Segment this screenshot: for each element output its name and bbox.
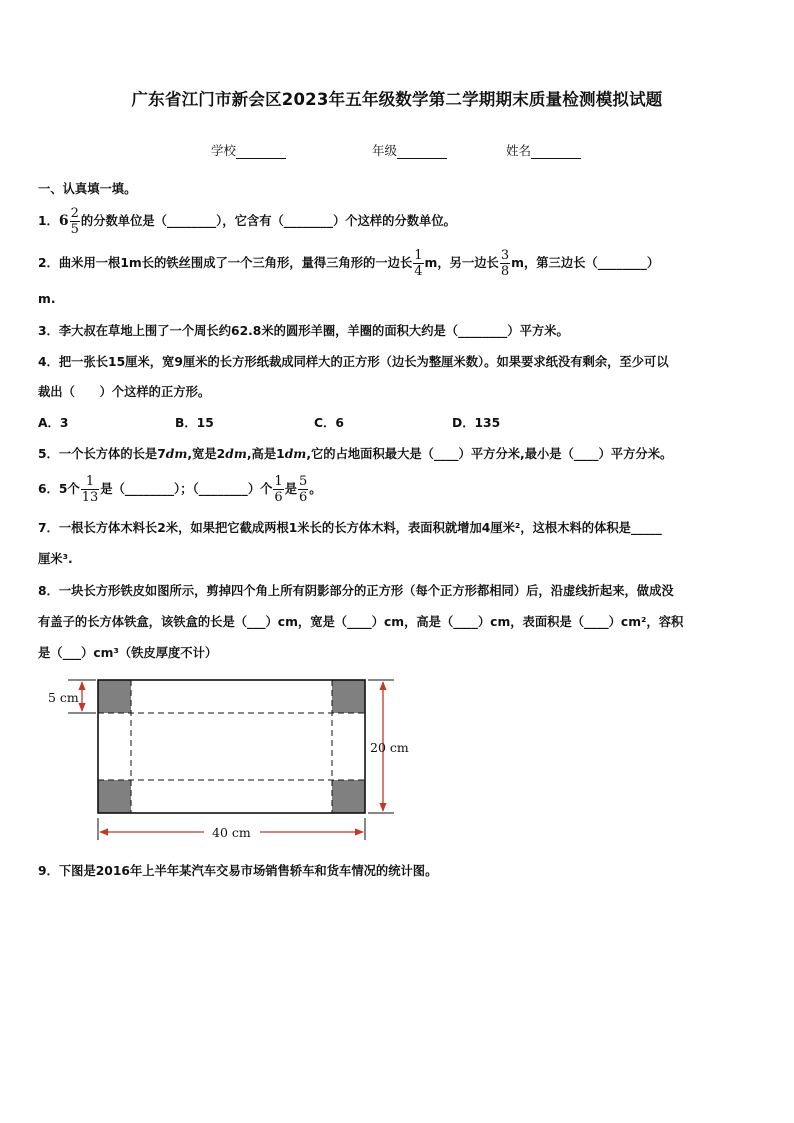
fraction: [273, 474, 283, 505]
fraction-denominator: 5: [70, 222, 79, 237]
mixed-number-whole: 6: [58, 213, 69, 229]
unit: dm: [225, 446, 247, 461]
length-dimension-label: 40 cm: [212, 825, 251, 840]
fraction-numerator: 1: [81, 474, 100, 490]
unit: dm: [284, 446, 307, 461]
corner-square-bottom-right: [332, 780, 365, 813]
question-text: 。: [309, 482, 322, 496]
grade-blank[interactable]: [397, 144, 447, 159]
question-2: [38, 248, 756, 279]
fraction: [81, 474, 100, 505]
question-text: 6．5个: [38, 482, 80, 496]
fold-lines: [98, 680, 365, 813]
unit: dm: [165, 446, 188, 461]
sheet-diagram: [38, 668, 418, 848]
school-field: [211, 141, 286, 159]
question-9: 9．下图是2016年上半年某汽车交易市场销售轿车和货车情况的统计图。: [38, 864, 438, 878]
option-c[interactable]: C．6: [314, 416, 344, 430]
fraction-denominator: 4: [414, 264, 423, 279]
question-4-options: [38, 414, 756, 432]
side-dimension-label: 5 cm: [48, 690, 79, 705]
fraction-numerator: 3: [500, 248, 510, 263]
fraction-denominator: 8: [500, 264, 510, 279]
question-7: 7．一根长方体木料长2米，如果把它截成两根1米长的长方体木料，表面积就增加4厘米²，这根木料的体积是_____: [38, 521, 662, 535]
fraction-denominator: 13: [81, 490, 99, 505]
question-text: 5．一个长方体的长是7: [38, 447, 166, 461]
fraction: [70, 206, 80, 237]
question-text: ,高是1: [246, 447, 285, 461]
question-text: 的分数单位是（________），它含有（________）个这样的分数单位。: [80, 214, 456, 228]
school-label: 学校: [211, 143, 237, 158]
fraction-numerator: 2: [70, 206, 79, 221]
question-text: m，第三边长（________）: [511, 256, 660, 270]
name-blank[interactable]: [531, 144, 581, 159]
question-8-cont2: 是（___）cm³（铁皮厚度不计）: [38, 646, 218, 660]
name-field: [506, 141, 581, 159]
question-text: 2．曲米用一根1m长的铁丝围成了一个三角形，量得三角形的一边长: [38, 256, 413, 270]
fraction: [500, 248, 510, 279]
question-text: ,宽是2: [187, 447, 226, 461]
question-text: m，另一边长: [424, 256, 499, 270]
section-heading: 一、认真填一填。: [38, 182, 137, 196]
question-text: ,它的占地面积最大是（____）平方分米,最小是（____）平方分米。: [306, 447, 673, 461]
question-4-cont: 裁出（ ）个这样的正方形。: [38, 385, 211, 399]
height-dimension-label: 20 cm: [370, 740, 409, 755]
school-blank[interactable]: [236, 144, 286, 159]
question-3: 3．李大叔在草地上围了一个周长约62.8米的圆形羊圈，羊圈的面积大约是（________）平方米。: [38, 324, 569, 338]
name-label: 姓名: [506, 143, 532, 158]
question-7-cont: 厘米³.: [38, 552, 73, 566]
corner-square-top-left: [98, 680, 131, 713]
question-1: [38, 206, 756, 237]
corner-square-bottom-left: [98, 780, 131, 813]
fraction: [298, 474, 308, 505]
question-4: 4．把一张长15厘米，宽9厘米的长方形纸裁成同样大的正方形（边长为整厘米数）。如果要求纸没有剩余，至少可以: [38, 355, 669, 369]
sheet-outline: [98, 680, 365, 813]
question-6: [38, 474, 756, 505]
option-b[interactable]: B．15: [175, 416, 214, 430]
grade-field: [372, 141, 447, 159]
question-8-cont: 有盖子的长方体铁盒，该铁盒的长是（___）cm，宽是（____）cm，高是（____）cm，表面积是（____）cm²，容积: [38, 615, 684, 629]
page-title: 广东省江门市新会区2023年五年级数学第二学期期末质量检测模拟试题: [131, 90, 663, 109]
grade-label: 年级: [372, 143, 398, 158]
question-text: 是（________）；（________）个: [100, 482, 273, 496]
fraction-denominator: 6: [274, 490, 283, 505]
question-number: 1．: [38, 214, 59, 228]
question-8: 8．一块长方形铁皮如图所示，剪掉四个角上所有阴影部分的正方形（每个正方形都相同）后，沿虚线折起来，做成没: [38, 584, 674, 598]
student-info-fields: [0, 141, 794, 161]
option-d[interactable]: D．135: [452, 416, 501, 430]
fraction-numerator: 5: [299, 474, 308, 489]
question-5: [38, 445, 756, 463]
question-text: 是: [284, 482, 298, 496]
question-2-cont: m.: [38, 292, 56, 306]
fraction-numerator: 1: [414, 248, 423, 263]
fraction-numerator: 1: [274, 474, 283, 489]
corner-square-top-right: [332, 680, 365, 713]
option-a[interactable]: A．3: [38, 416, 69, 430]
fraction-denominator: 6: [299, 490, 308, 505]
fraction: [413, 248, 423, 279]
